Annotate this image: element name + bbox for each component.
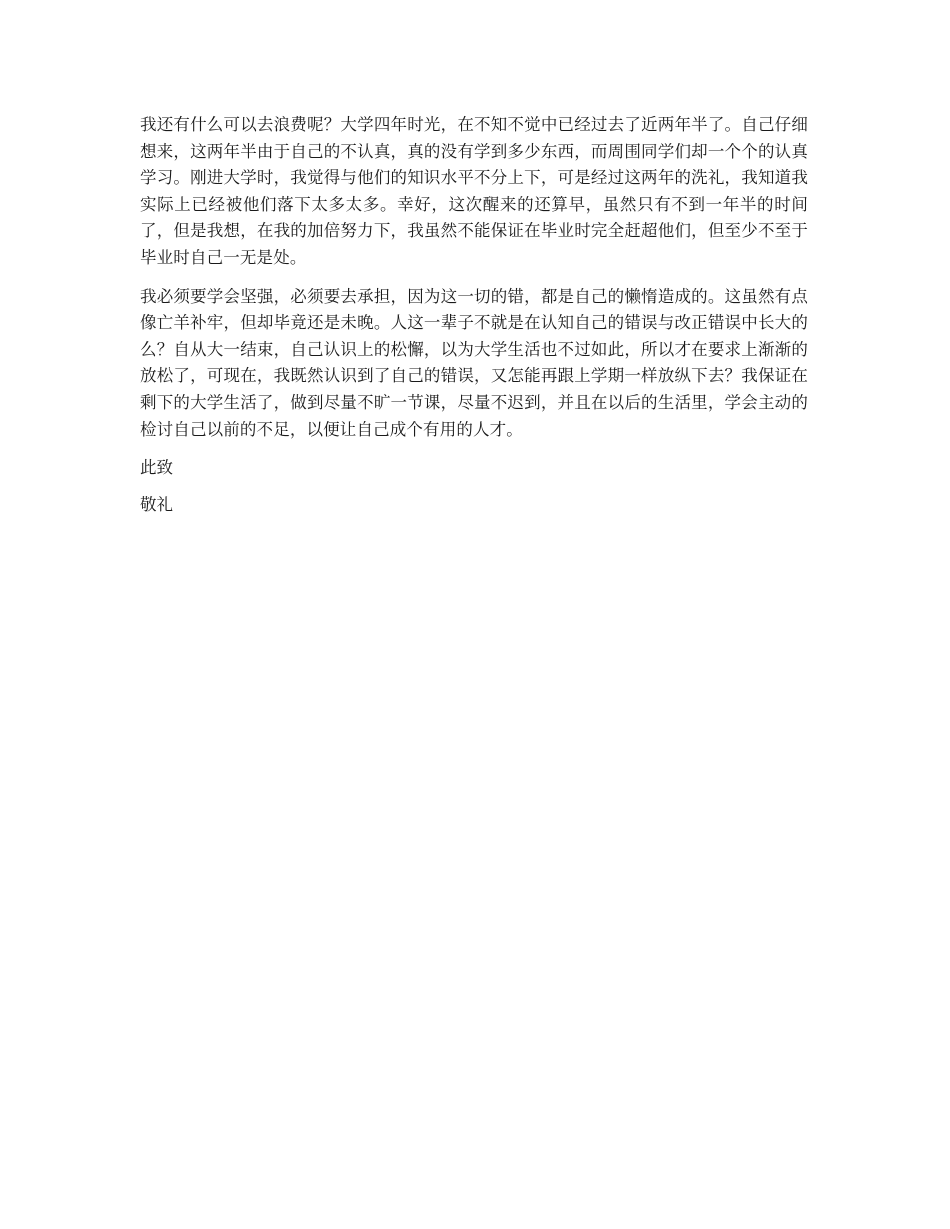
closing-regards: 敬礼 — [140, 494, 173, 514]
paragraph-commitment: 我必须要学会坚强，必须要去承担，因为这一切的错，都是自己的懒惰造成的。这虽然有点像亡羊补牢，但却毕竟还是未晚。人这一辈子不就是在认知自己的错误与改正错误中长大的么？自从大一结束，自己认识上的松懈，以为大学生活也不过如此，所以才在要求上渐渐的放松了，可现在，我既然认识到了自己的错误，又怎能再跟上学期一样放纵下去？我保证在剩下的大学生活了，做到尽量不旷一节课，尽量不迟到，并且在以后的生活里，学会主动的检讨自己以前的不足，以便让自己成个有用的人才。 — [140, 286, 808, 439]
document-body — [140, 112, 808, 528]
paragraph-reflection: 我还有什么可以去浪费呢？大学四年时光，在不知不觉中已经过去了近两年半了。自己仔细想来，这两年半由于自己的不认真，真的没有学到多少东西，而周围同学们却一个个的认真学习。刚进大学时，我觉得与他们的知识水平不分上下，可是经过这两年的洗礼，我知道我实际上已经被他们落下太多太多。幸好，这次醒来的还算早，虽然只有不到一年半的时间了，但是我想，在我的加倍努力下，我虽然不能保证在毕业时完全赶超他们，但至少不至于毕业时自己一无是处。 — [140, 115, 808, 267]
closing-salutation: 此致 — [140, 458, 173, 478]
